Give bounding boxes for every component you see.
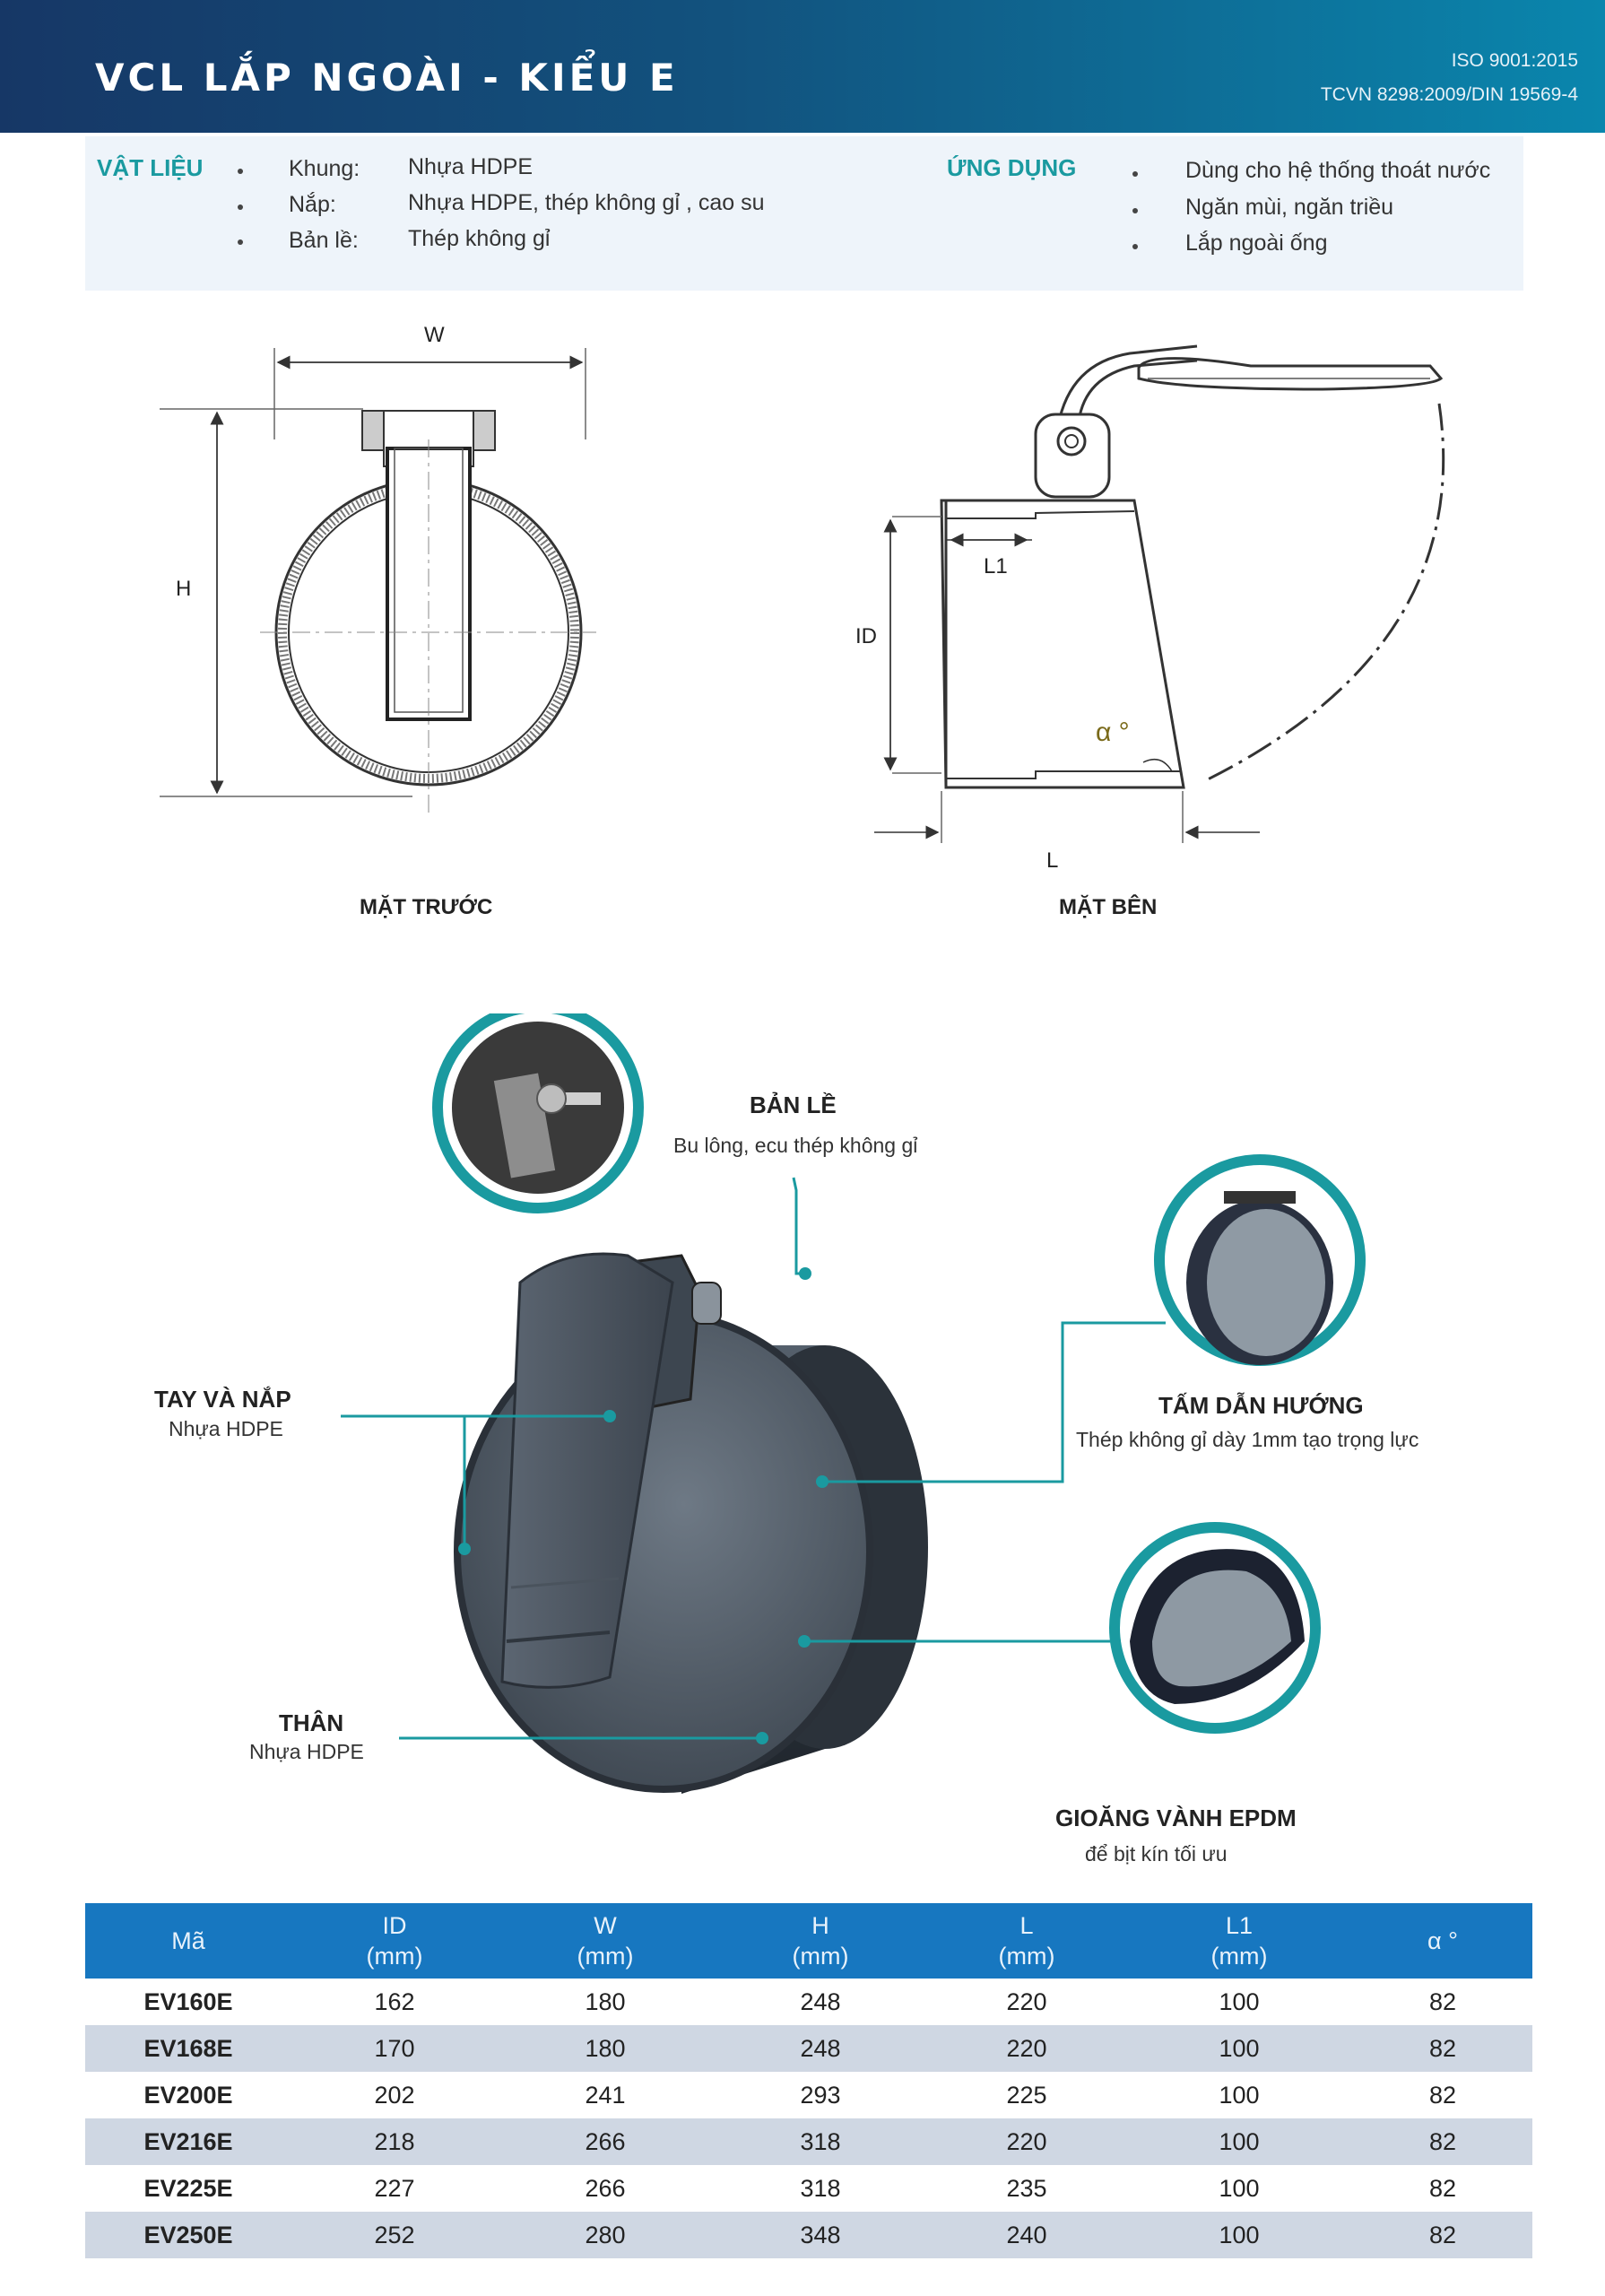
header-h: H (mm) (713, 1903, 928, 1979)
bullet (238, 239, 243, 245)
material-value: Nhựa HDPE (408, 154, 534, 179)
cell-code: EV160E (143, 1987, 233, 2015)
cell-l1: 100 (1219, 2174, 1260, 2202)
cert-iso: ISO 9001:2015 (1451, 50, 1578, 71)
cell-w: 266 (585, 2174, 626, 2202)
bullet (238, 169, 243, 174)
cell-h: 248 (713, 2025, 928, 2072)
table-row (85, 2165, 1532, 2212)
cell-id: 227 (374, 2174, 415, 2202)
side-view-caption: MẶT BÊN (1059, 895, 1158, 919)
header-id: ID (mm) (291, 1903, 498, 1979)
cell-w: 180 (585, 1987, 626, 2015)
material-value: Thép không gỉ (408, 226, 551, 251)
cell-code: EV225E (143, 2174, 233, 2202)
table-row (85, 2072, 1532, 2118)
application-item: Lắp ngoài ống (1185, 230, 1328, 256)
cell-l: 225 (1006, 2081, 1047, 2109)
header-w: W (mm) (498, 1903, 713, 1979)
applications-title: ỨNG DỤNG (947, 154, 1077, 181)
callout-hinge-sub: Bu lông, ecu thép không gỉ (673, 1134, 918, 1157)
cell-l: 235 (1006, 2174, 1047, 2202)
callout-arm-sub: Nhựa HDPE (169, 1417, 283, 1440)
cell-alpha: 82 (1428, 2081, 1457, 2109)
cell-alpha: 82 (1353, 2025, 1532, 2072)
material-label: Nắp: (289, 192, 336, 217)
cell-alpha: 82 (1428, 2174, 1457, 2202)
page-title: VCL LẮP NGOÀI - KIỂU E (95, 56, 679, 100)
table-header-row (85, 1903, 1532, 1979)
callout-hinge-title: BẢN LỀ (750, 1091, 837, 1118)
bullet (1132, 171, 1138, 177)
cell-code: EV200E (143, 2081, 233, 2109)
cert-tcvn: TCVN 8298:2009/DIN 19569-4 (1320, 84, 1578, 105)
cell-code: EV250E (85, 2212, 291, 2258)
callout-body-title: THÂN (279, 1709, 344, 1736)
dim-l1-label: L1 (984, 554, 1008, 578)
cell-w: 266 (498, 2118, 713, 2165)
cell-code: EV216E (85, 2118, 291, 2165)
callout-plate-title: TẤM DẪN HƯỚNG (1158, 1392, 1364, 1419)
header-l1: L1 (mm) (1125, 1903, 1353, 1979)
cell-h: 293 (800, 2081, 841, 2109)
dim-h-label: H (176, 577, 192, 601)
cell-id: 202 (374, 2081, 415, 2109)
cell-w: 280 (498, 2212, 713, 2258)
cell-h: 318 (713, 2118, 928, 2165)
bullet (1132, 208, 1138, 213)
callout-body-sub: Nhựa HDPE (249, 1740, 364, 1763)
header-alpha: α ° (1353, 1903, 1532, 1979)
header-code: Mã (85, 1903, 291, 1979)
cell-l1: 100 (1219, 2081, 1260, 2109)
dim-w-label: W (424, 323, 445, 347)
front-view-drawing (143, 305, 646, 834)
cell-id: 252 (291, 2212, 498, 2258)
material-label: Bản lề: (289, 228, 359, 253)
cell-l1: 100 (1125, 2212, 1353, 2258)
side-view-drawing (856, 314, 1475, 888)
callout-plate-sub: Thép không gỉ dày 1mm tạo trọng lực (1076, 1428, 1419, 1451)
cell-l: 220 (928, 2118, 1125, 2165)
cell-alpha: 82 (1353, 2118, 1532, 2165)
cell-l: 220 (1006, 1987, 1047, 2015)
material-value: Nhựa HDPE, thép không gỉ , cao su (408, 190, 765, 215)
spec-table (85, 1903, 1532, 2258)
cell-alpha: 82 (1428, 1987, 1457, 2015)
cell-l1: 100 (1125, 2025, 1353, 2072)
table-row (85, 1979, 1532, 2025)
cell-id: 218 (291, 2118, 498, 2165)
cell-alpha: 82 (1353, 2212, 1532, 2258)
table-row (85, 2212, 1532, 2258)
application-item: Ngăn mùi, ngăn triều (1185, 195, 1394, 220)
cell-w: 180 (498, 2025, 713, 2072)
cell-l: 220 (928, 2025, 1125, 2072)
callout-gasket-sub: để bịt kín tối ưu (1085, 1842, 1228, 1866)
callout-gasket-title: GIOĂNG VÀNH EPDM (1055, 1805, 1297, 1831)
cell-code: EV168E (85, 2025, 291, 2072)
table-row (85, 2118, 1532, 2165)
cell-h: 318 (800, 2174, 841, 2202)
bullet (1132, 244, 1138, 249)
application-item: Dùng cho hệ thống thoát nước (1185, 158, 1491, 183)
front-view-caption: MẶT TRƯỚC (360, 895, 493, 919)
dim-alpha-label: α ° (1096, 718, 1130, 747)
material-label: Khung: (289, 156, 360, 181)
cell-id: 170 (291, 2025, 498, 2072)
cell-id: 162 (374, 1987, 415, 2015)
cell-l1: 100 (1125, 2118, 1353, 2165)
cell-h: 248 (800, 1987, 841, 2015)
materials-title: VẬT LIỆU (97, 154, 204, 181)
table-row (85, 2025, 1532, 2072)
callout-arm-title: TAY VÀ NẮP (154, 1386, 291, 1413)
cell-l1: 100 (1219, 1987, 1260, 2015)
header-l: L (mm) (928, 1903, 1125, 1979)
cell-w: 241 (585, 2081, 626, 2109)
dim-id-label: ID (855, 624, 877, 648)
cell-h: 348 (713, 2212, 928, 2258)
dim-l-label: L (1046, 848, 1059, 873)
cell-l: 240 (928, 2212, 1125, 2258)
bullet (238, 204, 243, 210)
